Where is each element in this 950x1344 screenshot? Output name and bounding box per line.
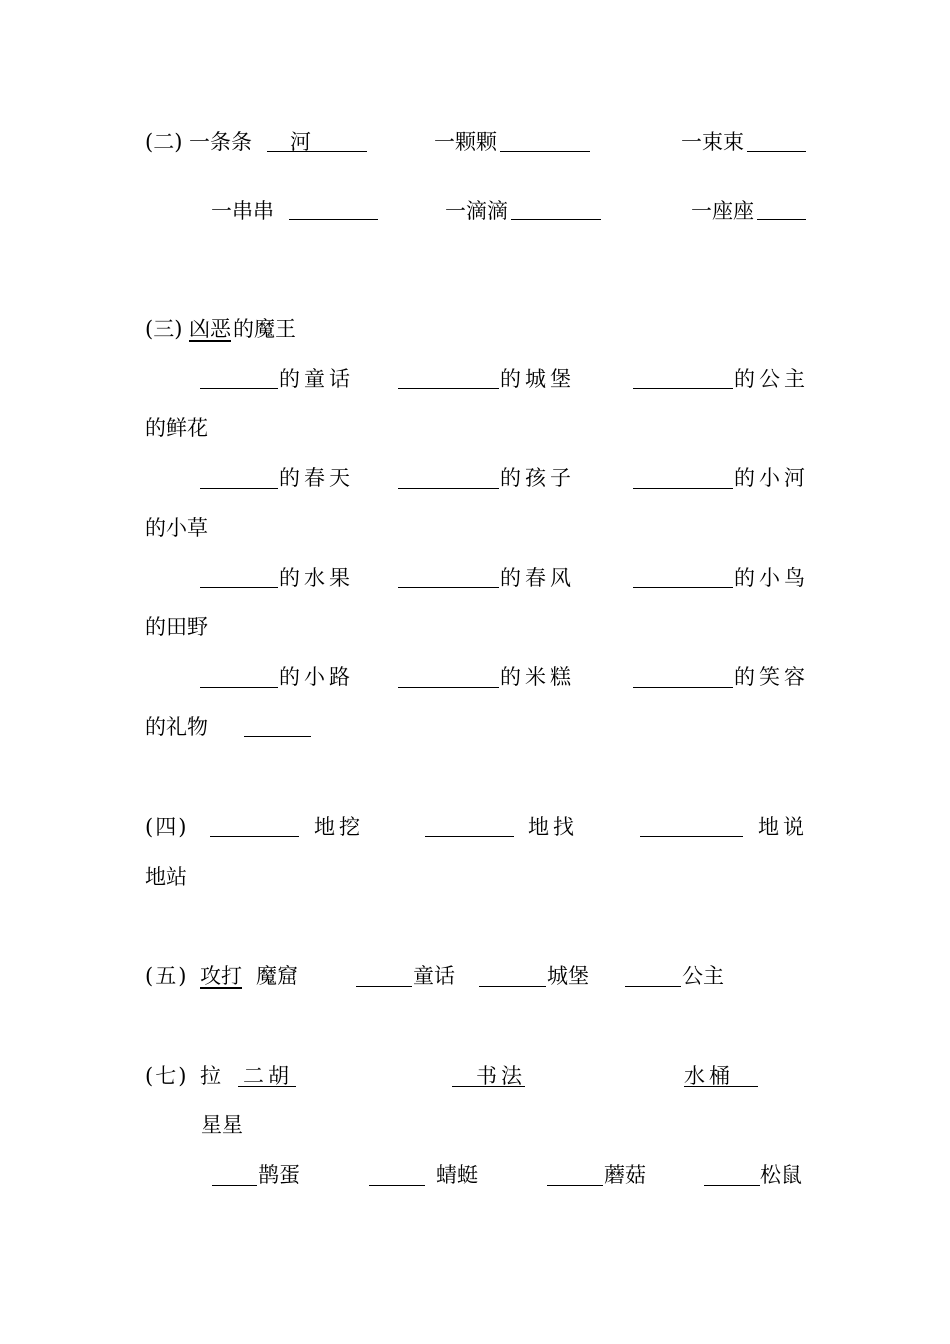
section-5-label: (五) bbox=[145, 964, 189, 988]
example-object: 魔窟 bbox=[256, 964, 298, 988]
answer-blank[interactable] bbox=[200, 488, 278, 489]
section-3-label: (三) bbox=[145, 317, 183, 341]
measure-word: 一束束 bbox=[681, 130, 744, 154]
phrase-noun: 的公主 bbox=[734, 367, 809, 391]
example-object: 二胡 bbox=[243, 1064, 293, 1088]
phrase-noun: 的小路 bbox=[279, 665, 354, 689]
answer-blank[interactable] bbox=[398, 587, 499, 588]
answer-blank[interactable] bbox=[633, 587, 733, 588]
phrase-noun: 的田野 bbox=[145, 615, 208, 639]
measure-word: 一滴滴 bbox=[445, 199, 508, 223]
adverb-phrase: 地站 bbox=[145, 865, 187, 889]
phrase-noun: 的小草 bbox=[145, 516, 208, 540]
phrase-noun: 的礼物 bbox=[145, 715, 208, 739]
phrase-noun: 的鲜花 bbox=[145, 416, 208, 440]
answer-blank[interactable] bbox=[200, 587, 278, 588]
answer-blank[interactable] bbox=[356, 986, 412, 987]
answer-blank[interactable] bbox=[398, 687, 499, 688]
example-object: 水桶 bbox=[684, 1064, 734, 1088]
object-noun: 城堡 bbox=[547, 964, 589, 988]
section-7-label: (七) bbox=[145, 1064, 189, 1088]
object-noun: 公主 bbox=[682, 964, 724, 988]
phrase-noun: 的水果 bbox=[279, 566, 354, 590]
example-adjective: 凶恶 bbox=[189, 317, 231, 341]
answer-blank[interactable] bbox=[640, 836, 743, 837]
answer-blank[interactable] bbox=[704, 1185, 760, 1186]
adverb-phrase: 地说 bbox=[758, 815, 808, 839]
answer-blank[interactable] bbox=[398, 388, 499, 389]
answer-blank[interactable] bbox=[633, 687, 733, 688]
answer-blank[interactable] bbox=[200, 388, 278, 389]
example-answer: 河 bbox=[290, 130, 311, 154]
section-4-label: (四) bbox=[145, 815, 189, 839]
answer-blank[interactable] bbox=[267, 151, 367, 152]
example-verb: 拉 bbox=[200, 1064, 221, 1088]
object-noun: 星星 bbox=[201, 1113, 243, 1137]
answer-blank[interactable] bbox=[757, 219, 806, 220]
example-object: 书法 bbox=[476, 1064, 526, 1088]
measure-word: 一条条 bbox=[189, 130, 252, 154]
answer-blank[interactable] bbox=[210, 836, 299, 837]
answer-blank[interactable] bbox=[511, 219, 601, 220]
measure-word: 一颗颗 bbox=[434, 130, 497, 154]
measure-word: 一座座 bbox=[691, 199, 754, 223]
answer-blank[interactable] bbox=[200, 687, 278, 688]
answer-blank[interactable] bbox=[633, 388, 733, 389]
phrase-noun: 的小河 bbox=[734, 466, 809, 490]
adverb-phrase: 地挖 bbox=[314, 815, 364, 839]
example-verb: 攻打 bbox=[200, 964, 242, 988]
answer-blank[interactable] bbox=[398, 488, 499, 489]
object-noun: 蜻蜓 bbox=[436, 1163, 478, 1187]
answer-blank[interactable] bbox=[425, 836, 514, 837]
object-noun: 蘑菇 bbox=[604, 1163, 646, 1187]
measure-word: 一串串 bbox=[211, 199, 274, 223]
object-noun: 鹊蛋 bbox=[258, 1163, 300, 1187]
object-noun: 松鼠 bbox=[760, 1163, 802, 1187]
answer-blank[interactable] bbox=[212, 1185, 257, 1186]
phrase-noun: 的春风 bbox=[500, 566, 575, 590]
answer-blank[interactable] bbox=[500, 151, 590, 152]
phrase-noun: 的小鸟 bbox=[734, 566, 809, 590]
answer-blank[interactable] bbox=[289, 219, 378, 220]
phrase-noun: 的米糕 bbox=[500, 665, 575, 689]
section-2-label: (二) bbox=[145, 130, 183, 154]
answer-blank[interactable] bbox=[547, 1185, 603, 1186]
answer-blank[interactable] bbox=[244, 736, 311, 737]
phrase-noun: 的孩子 bbox=[500, 466, 575, 490]
adverb-phrase: 地找 bbox=[528, 815, 578, 839]
example-noun: 的魔王 bbox=[233, 317, 296, 341]
phrase-noun: 的童话 bbox=[279, 367, 354, 391]
answer-blank[interactable] bbox=[633, 488, 733, 489]
answer-blank[interactable] bbox=[369, 1185, 425, 1186]
phrase-noun: 的城堡 bbox=[500, 367, 575, 391]
answer-blank[interactable] bbox=[479, 986, 546, 987]
answer-blank[interactable] bbox=[747, 151, 806, 152]
phrase-noun: 的春天 bbox=[279, 466, 354, 490]
phrase-noun: 的笑容 bbox=[734, 665, 809, 689]
object-noun: 童话 bbox=[413, 964, 455, 988]
answer-blank[interactable] bbox=[625, 986, 681, 987]
